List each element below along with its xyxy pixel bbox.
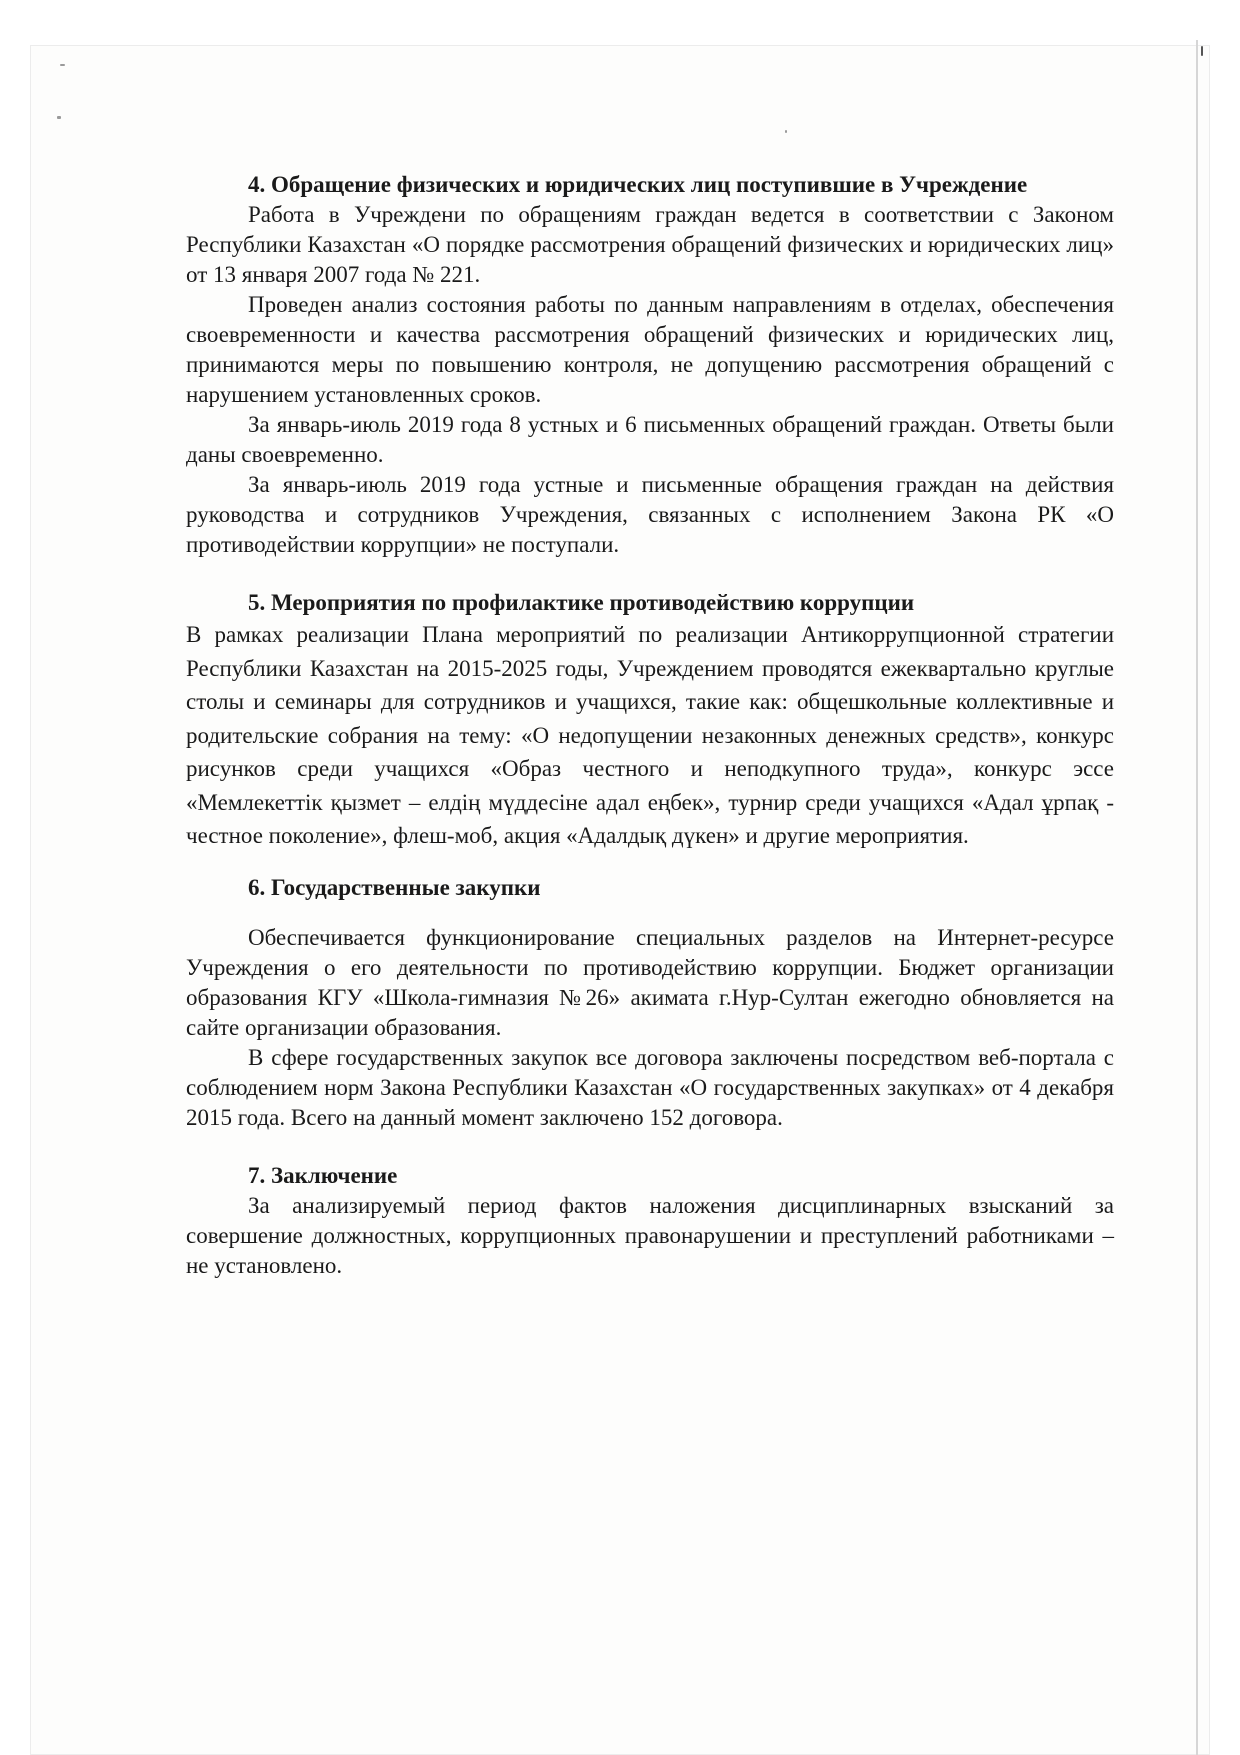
section-title: 4. Обращение физических и юридических лиц поступившие в Учреждение (248, 172, 1028, 197)
paragraph: Работа в Учреждени по обращениям граждан ведется в соответствии с Законом Республики Казахстан «О порядке рассмотрения обращений физических и юридических лиц» от 13 января 2007 года № 221. (186, 202, 1114, 287)
paragraph: За январь-июль 2019 года 8 устных и 6 письменных обращений граждан. Ответы были даны своевременно. (186, 412, 1114, 467)
paragraph: За анализируемый период фактов наложения дисциплинарных взысканий за совершение должностных, коррупционных правонарушении и преступлений работниками – не установлено. (186, 1192, 1114, 1278)
section-appeals (186, 170, 1114, 560)
paragraph: В рамках реализации Плана мероприятий по реализации Антикоррупционной стратегии Республики Казахстан на 2015-2025 годы, Учреждением проводятся ежеквартально круглые столы и семинары для сотрудников и учащихся, такие как: общешкольные коллективные и родительские собрания на тему: «О недопущении незаконных денежных средств», конкурс рисунков среди учащихся «Образ честного и неподкупного труда», конкурс эссе «Мемлекеттік қызмет – елдің мүддесіне адал еңбек», турнир среди учащихся «Адал ұрпақ - честное поколение», флеш-моб, акция «Адалдық дүкен» и другие мероприятия. (186, 622, 1114, 848)
scan-speck (1201, 46, 1203, 56)
paragraph: Обеспечивается функционирование специальных разделов на Интернет-ресурсе Учреждения о его деятельности по противодействию коррупции. Бюджет организации образования КГУ «Школа-гимназия №26» акимата г.Нур-Султан ежегодно обновляется на сайте организации образования. (186, 924, 1114, 1040)
section-title: 6. Государственные закупки (248, 874, 541, 900)
scan-speck (57, 116, 61, 119)
paragraph: За январь-июль 2019 года устные и письменные обращения граждан на действия руководства и сотрудников Учреждения, связанных с исполнением Закона РК «О противодействии коррупции» не поступали. (186, 472, 1114, 557)
section-title: 7. Заключение (248, 1162, 398, 1188)
document-body (186, 170, 1114, 1281)
section-anticorruption-events (186, 588, 1114, 853)
scan-speck (60, 64, 65, 66)
scan-speck (785, 130, 787, 133)
paragraph: В сфере государственных закупок все договора заключены посредством веб-портала с соблюдением норм Закона Республики Казахстан «О государственных закупках» от 4 декабря 2015 года. Всего на данный момент заключено 152 договора. (186, 1044, 1114, 1130)
section-conclusion (186, 1161, 1114, 1281)
section-title: 5. Мероприятия по профилактике противодействию коррупции (248, 590, 915, 615)
paragraph: Проведен анализ состояния работы по данным направлениям в отделах, обеспечения своевременности и качества рассмотрения обращений физических и юридических лиц, принимаются меры по повышению контроля, не допущению рассмотрения обращений с нарушением установленных сроков. (186, 292, 1114, 407)
page-edge-shadow (1196, 40, 1198, 1755)
section-public-procurement (186, 873, 1114, 1133)
